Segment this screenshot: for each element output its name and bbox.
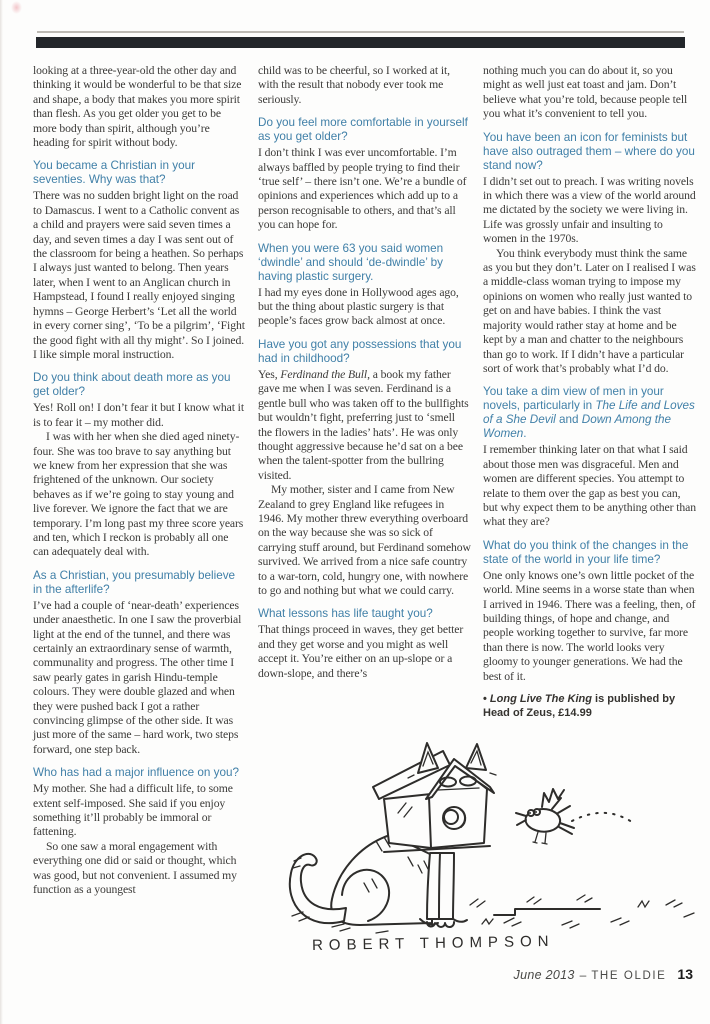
text-segment: child was to be cheerful, so I worked at it, with the result that nobody ever took me seriously. <box>258 64 450 106</box>
question-heading <box>258 116 471 144</box>
answer-paragraph <box>483 443 696 529</box>
answer-paragraph <box>483 64 696 122</box>
text-segment: One only knows one’s own little pocket of the world. Mine seems in a worse state than when I arrived in 1946. There was a feeling, then, of building things, of hope and change, and people working together to survive, far more than there is now. The world looks very gloomy to younger generations. We had the best of it. <box>483 568 696 683</box>
text-segment: I’ve had a couple of ‘near-death’ experiences under anaesthetic. In one I saw the proverbial light at the end of the tunnel, and there was certainly an extraordinary sense of warmth, communality and progress. The other time I saw pearly gates in garish Hindu-temple colours. They were double glazed and when they were pushed back I got a rather convincing glimpse of the other side. It was just more of the same – hard work, two steps forward, one step back. <box>33 598 242 756</box>
text-segment: Do you feel more comfortable in yourself as you get older? <box>258 116 468 144</box>
footer-magazine-title: THE OLDIE <box>591 970 667 982</box>
book-endnote <box>483 692 696 720</box>
text-segment: My mother, sister and I came from New Zealand to grey England like refugees in 1946. My mother threw everything overboard on the way because she was so sick of carrying stuff around, but Ferdinand somehow survived. We arrived from a nice safe country to a war-torn, cold, hungry one, with nowhere to go and nothing but what we could carry. <box>258 483 471 597</box>
text-segment: As a Christian, you presumably believe in the afterlife? <box>33 568 236 596</box>
text-segment: That things proceed in waves, they get better and they get worse and you might as well accept it. You’re either on an up-slope or a down-slope, and there’s <box>258 623 464 680</box>
cat-leg-divider <box>439 853 440 919</box>
bird-legs <box>533 832 547 844</box>
text-segment: and <box>555 413 582 427</box>
question-heading <box>258 607 471 621</box>
answer-paragraph <box>33 782 246 840</box>
answer-paragraph <box>33 401 246 430</box>
question-heading <box>33 766 246 780</box>
question-heading <box>33 159 246 187</box>
text-segment: I don’t think I was ever uncomfortable. I’m always baffled by people trying to find their ‘true self’ – there isn’t one. We’re a bundle of opinions and experiences which add up to a person recognisable to others, and that’s all you can hope for. <box>258 146 467 232</box>
text-segment: When you were 63 you said women ‘dwindle’ and should ‘de-dwindle’ by having plastic surgery. <box>258 241 444 283</box>
scan-smudge <box>11 1 22 14</box>
cat-ear-right-icon <box>466 744 486 770</box>
cartoon-illustration <box>280 735 710 970</box>
answer-paragraph <box>483 569 696 684</box>
text-segment: Yes, <box>258 367 281 381</box>
footer-page-number: 13 <box>677 966 693 982</box>
page-footer <box>514 966 693 982</box>
answer-paragraph <box>258 483 471 598</box>
text-column-3 <box>483 64 696 720</box>
text-column-2 <box>258 64 471 681</box>
birdhouse-gable-face <box>429 763 487 848</box>
text-segment: Have you got any possessions that you had in childhood? <box>258 337 462 365</box>
text-segment: You think everybody must think the same as you but they don’t. Later on I realised I was a middle-class woman trying to impose my opinions on women who really just wanted to get on and have babies. I think the vast majority would rather stay at home and be kept by a man and chatter to the neighbours than go to work. If I didn’t have a particular sort of work that’s probably what I’d do. <box>483 246 696 375</box>
cartoon-bird-icon <box>516 789 632 844</box>
text-segment: Long Live The King <box>489 693 592 705</box>
text-segment: . <box>523 427 527 441</box>
bird-pupil-right <box>535 811 537 813</box>
question-heading <box>33 371 246 399</box>
text-segment: I had my eyes done in Hollywood ages ago, but the thing about plastic surgery is that people’s faces grow back almost at once. <box>258 285 459 328</box>
answer-paragraph <box>258 286 471 329</box>
answer-paragraph <box>33 599 246 757</box>
answer-paragraph <box>258 64 471 107</box>
answer-paragraph <box>483 175 696 247</box>
question-heading <box>258 242 471 284</box>
text-segment: , a book my father gave me when I was seven. Ferdinand is a gentle bull who was taken off to the bullfights but wouldn’t fight, preferring just to ‘smell the flowers in the ladies’ hats’. He was only thought aggressive because he’d sat on a bee when the talent-spotter from the bullring visited. <box>258 367 469 482</box>
footer-issue-date: June 2013 <box>513 968 575 982</box>
text-segment: Do you think about death more as you get older? <box>33 371 231 399</box>
birdhouse-side-wall <box>384 794 431 848</box>
cartoon-birdhouse <box>373 743 496 852</box>
question-heading <box>483 131 696 173</box>
text-segment: Down Among the Women <box>483 413 671 441</box>
text-segment: Who has had a major influence on you? <box>33 766 239 780</box>
text-segment: looking at a three-year-old the other day and thinking it would be wonderful to be that size and shape, a body that makes you more spirit than flesh. As you get older you get to be more body than spirit, although you’re heading for spirit without body. <box>33 64 242 150</box>
bird-pupil-left <box>529 812 531 814</box>
question-heading <box>483 539 696 567</box>
question-heading <box>483 385 696 441</box>
top-rule-thin <box>37 31 684 33</box>
text-segment: My mother. She had a difficult life, to some extent self-imposed. She said if you enjoy something it’ll probably be immoral or fattening. <box>33 782 233 839</box>
top-rule-black <box>36 37 685 48</box>
text-segment: I remember thinking later on that what I said about those men was disgraceful. Men and women are different species. You attempt to relate to them over the gap as best you can, but why expect them to be anything other than what they are? <box>483 443 696 529</box>
text-segment: You take a dim view of men in your novels, particularly in <box>483 385 664 413</box>
text-segment: I didn’t set out to preach. I was writing novels in which there was a view of the world around me dictated by the society we were living in. Life was grossly unfair and insulting to women in the 1970s. <box>483 174 696 246</box>
text-segment: You became a Christian in your seventies. Why was that? <box>33 159 195 187</box>
text-segment: The Life and Loves of a She Devil <box>483 399 695 427</box>
cartoon-svg <box>280 735 710 970</box>
scan-edge-shade <box>0 0 3 1024</box>
ground-line <box>494 909 600 915</box>
answer-paragraph <box>33 189 246 362</box>
answer-paragraph <box>258 368 471 483</box>
answer-paragraph <box>258 623 471 681</box>
answer-paragraph <box>258 146 471 232</box>
answer-paragraph <box>33 430 246 560</box>
text-segment: There was no sudden bright light on the road to Damascus. I went to a Catholic convent as a child and prayers were said seven times a day, and seven times a day I was sent out of the classroom for being a heathen. So perhaps I always just wanted to belong. Then years later, when I went to an Anglican church in Hampstead, I found I really enjoyed singing hymns – George Herbert’s ‘Let all the world in every corner sing’, ‘To be a pilgrim’, ‘Fight the good fight with all thy might’. So I joined. I like simple moral instruction. <box>33 189 245 361</box>
bird-tail <box>559 823 574 834</box>
question-heading <box>258 338 471 366</box>
text-segment: You have been an icon for feminists but have also outraged them – where do you stand now? <box>483 130 695 172</box>
text-segment: I was with her when she died aged ninety-four. She was too brave to say anything but we knew from her expression that she was frightened of the unknown. Our society behaves as if we’re going to stay young and live forever. We ignore the fact that we are temporary. I’m long past my three score years and ten, which I reckon is probably all one can adequately deal with. <box>33 430 244 559</box>
text-segment: So one saw a moral engagement with everything one did or said or thought, which was good, but not convenient. I assumed my function as a youngest <box>33 839 237 897</box>
text-segment: nothing much you can do about it, so you might as well just eat toast and jam. Don’t believe what you’re told, because people tell you what it’s convenient to tell you. <box>483 64 688 121</box>
cartoon-signature: ROBERT THOMPSON <box>311 932 555 955</box>
question-heading <box>33 569 246 597</box>
text-segment: What lessons has life taught you? <box>258 607 433 621</box>
text-segment: Ferdinand the Bull <box>280 367 368 381</box>
text-segment: Yes! Roll on! I don’t fear it but I know what it is to fear it – my mother did. <box>33 401 244 429</box>
text-segment: is published by Head of Zeus, £14.99 <box>483 693 676 719</box>
bird-beak <box>516 813 526 825</box>
answer-paragraph <box>33 64 246 150</box>
footer-separator: – <box>579 968 587 982</box>
text-segment: What do you think of the changes in the state of the world in your life time? <box>483 538 689 566</box>
text-segment: • <box>483 693 490 705</box>
bird-flight-trail <box>572 813 632 822</box>
answer-paragraph <box>483 247 696 377</box>
text-column-1 <box>33 64 246 898</box>
answer-paragraph <box>33 840 246 898</box>
